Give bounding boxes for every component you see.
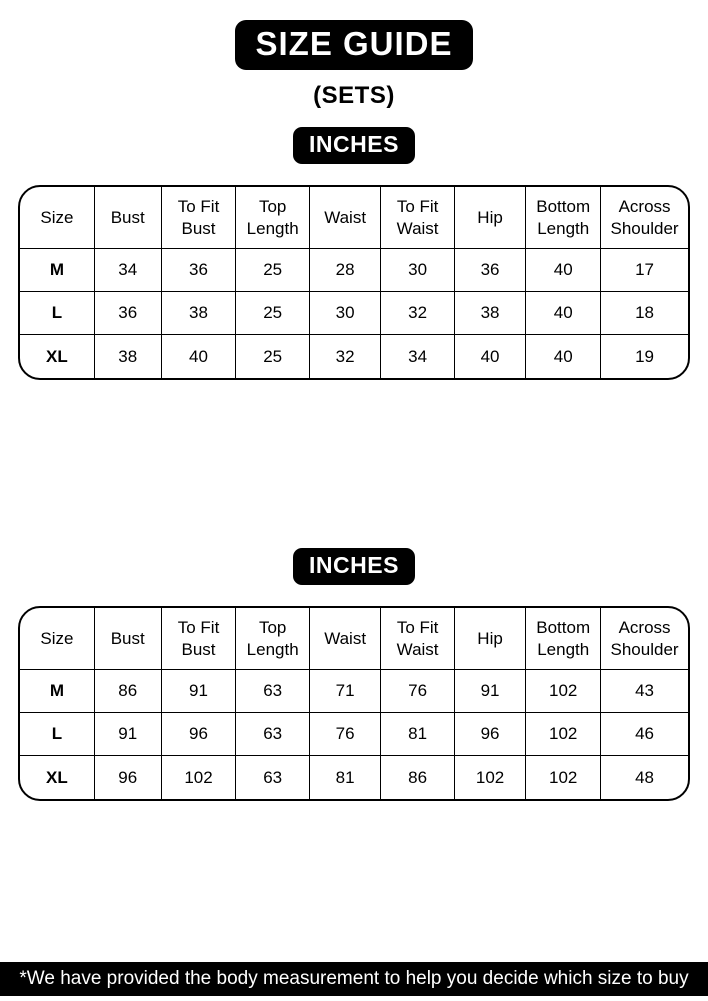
value-cell: 63 xyxy=(236,670,309,713)
value-cell: 63 xyxy=(236,713,309,756)
value-cell: 86 xyxy=(381,756,454,799)
table-row-l xyxy=(20,713,688,756)
header-cell-across-shoulder: Across Shoulder xyxy=(601,608,688,670)
header-cell-hip: Hip xyxy=(455,608,526,670)
header-cell-size: Size xyxy=(20,187,95,249)
size-cell: XL xyxy=(20,756,95,799)
size-cell: M xyxy=(20,670,95,713)
value-cell: 102 xyxy=(162,756,237,799)
value-cell: 43 xyxy=(601,670,688,713)
value-cell: 96 xyxy=(95,756,162,799)
value-cell: 96 xyxy=(162,713,237,756)
footer-note-bar xyxy=(0,962,708,996)
value-cell: 81 xyxy=(310,756,381,799)
header-cell-across-shoulder: Across Shoulder xyxy=(601,187,688,249)
value-cell: 96 xyxy=(455,713,526,756)
value-cell: 30 xyxy=(310,292,381,335)
size-cell: L xyxy=(20,292,95,335)
value-cell: 36 xyxy=(95,292,162,335)
table-row-l xyxy=(20,292,688,335)
value-cell: 91 xyxy=(95,713,162,756)
size-table-inches xyxy=(18,185,690,380)
value-cell: 102 xyxy=(526,670,601,713)
header-cell-to-fit-waist: To Fit Waist xyxy=(381,187,454,249)
footer-note: *We have provided the body measurement to help you decide which size to buy xyxy=(19,968,689,989)
value-cell: 102 xyxy=(526,713,601,756)
value-cell: 25 xyxy=(236,335,309,378)
header-cell-to-fit-bust: To Fit Bust xyxy=(162,187,237,249)
header-cell-bottom-length: Bottom Length xyxy=(526,608,601,670)
header-cell-top-length: Top Length xyxy=(236,608,309,670)
unit-label-inches-2: INCHES xyxy=(293,548,415,585)
table-row-m xyxy=(20,249,688,292)
value-cell: 34 xyxy=(381,335,454,378)
page-subtitle: (SETS) xyxy=(313,82,395,109)
value-cell: 71 xyxy=(310,670,381,713)
header-cell-waist: Waist xyxy=(310,608,381,670)
table-row-xl xyxy=(20,756,688,799)
value-cell: 34 xyxy=(95,249,162,292)
value-cell: 40 xyxy=(162,335,237,378)
value-cell: 38 xyxy=(95,335,162,378)
value-cell: 28 xyxy=(310,249,381,292)
value-cell: 40 xyxy=(526,292,601,335)
header-cell-waist: Waist xyxy=(310,187,381,249)
value-cell: 46 xyxy=(601,713,688,756)
value-cell: 48 xyxy=(635,767,655,787)
page-title: SIZE GUIDE xyxy=(235,20,472,70)
header-cell-bust: Bust xyxy=(95,608,162,670)
value-cell: 25 xyxy=(236,292,309,335)
value-cell: 32 xyxy=(381,292,454,335)
size-cell: M xyxy=(20,249,95,292)
value-cell: 40 xyxy=(455,335,526,378)
unit-label-inches-1: INCHES xyxy=(293,127,415,164)
value-cell: 76 xyxy=(381,670,454,713)
header-cell-to-fit-bust: To Fit Bust xyxy=(162,608,237,670)
value-cell: 40 xyxy=(526,249,601,292)
header-cell-top-length: Top Length xyxy=(236,187,309,249)
value-cell: 102 xyxy=(455,756,526,799)
value-cell: 17 xyxy=(601,249,688,292)
value-cell: 102 xyxy=(526,756,601,799)
header-cell-bust: Bust xyxy=(95,187,162,249)
header-cell-hip: Hip xyxy=(455,187,526,249)
table-header-row xyxy=(20,608,688,670)
size-cell: L xyxy=(20,713,95,756)
value-cell: 91 xyxy=(162,670,237,713)
header-cell-size: Size xyxy=(20,608,95,670)
value-cell: 18 xyxy=(601,292,688,335)
value-cell: 30 xyxy=(381,249,454,292)
value-cell: 36 xyxy=(162,249,237,292)
value-cell: 38 xyxy=(455,292,526,335)
value-cell: 32 xyxy=(310,335,381,378)
value-cell: 63 xyxy=(236,756,309,799)
size-cell: XL xyxy=(20,335,95,378)
value-cell: 36 xyxy=(455,249,526,292)
header-cell-to-fit-waist: To Fit Waist xyxy=(381,608,454,670)
value-cell: 38 xyxy=(162,292,237,335)
table-row-m xyxy=(20,670,688,713)
value-cell: 86 xyxy=(95,670,162,713)
value-cell: 40 xyxy=(526,335,601,378)
table-header-row xyxy=(20,187,688,249)
header-cell-bottom-length: Bottom Length xyxy=(526,187,601,249)
value-cell: 76 xyxy=(310,713,381,756)
size-table-cm xyxy=(18,606,690,801)
table-row-xl xyxy=(20,335,688,378)
value-cell: 19 xyxy=(635,346,655,366)
value-cell: 25 xyxy=(236,249,309,292)
value-cell: 91 xyxy=(455,670,526,713)
value-cell: 81 xyxy=(381,713,454,756)
